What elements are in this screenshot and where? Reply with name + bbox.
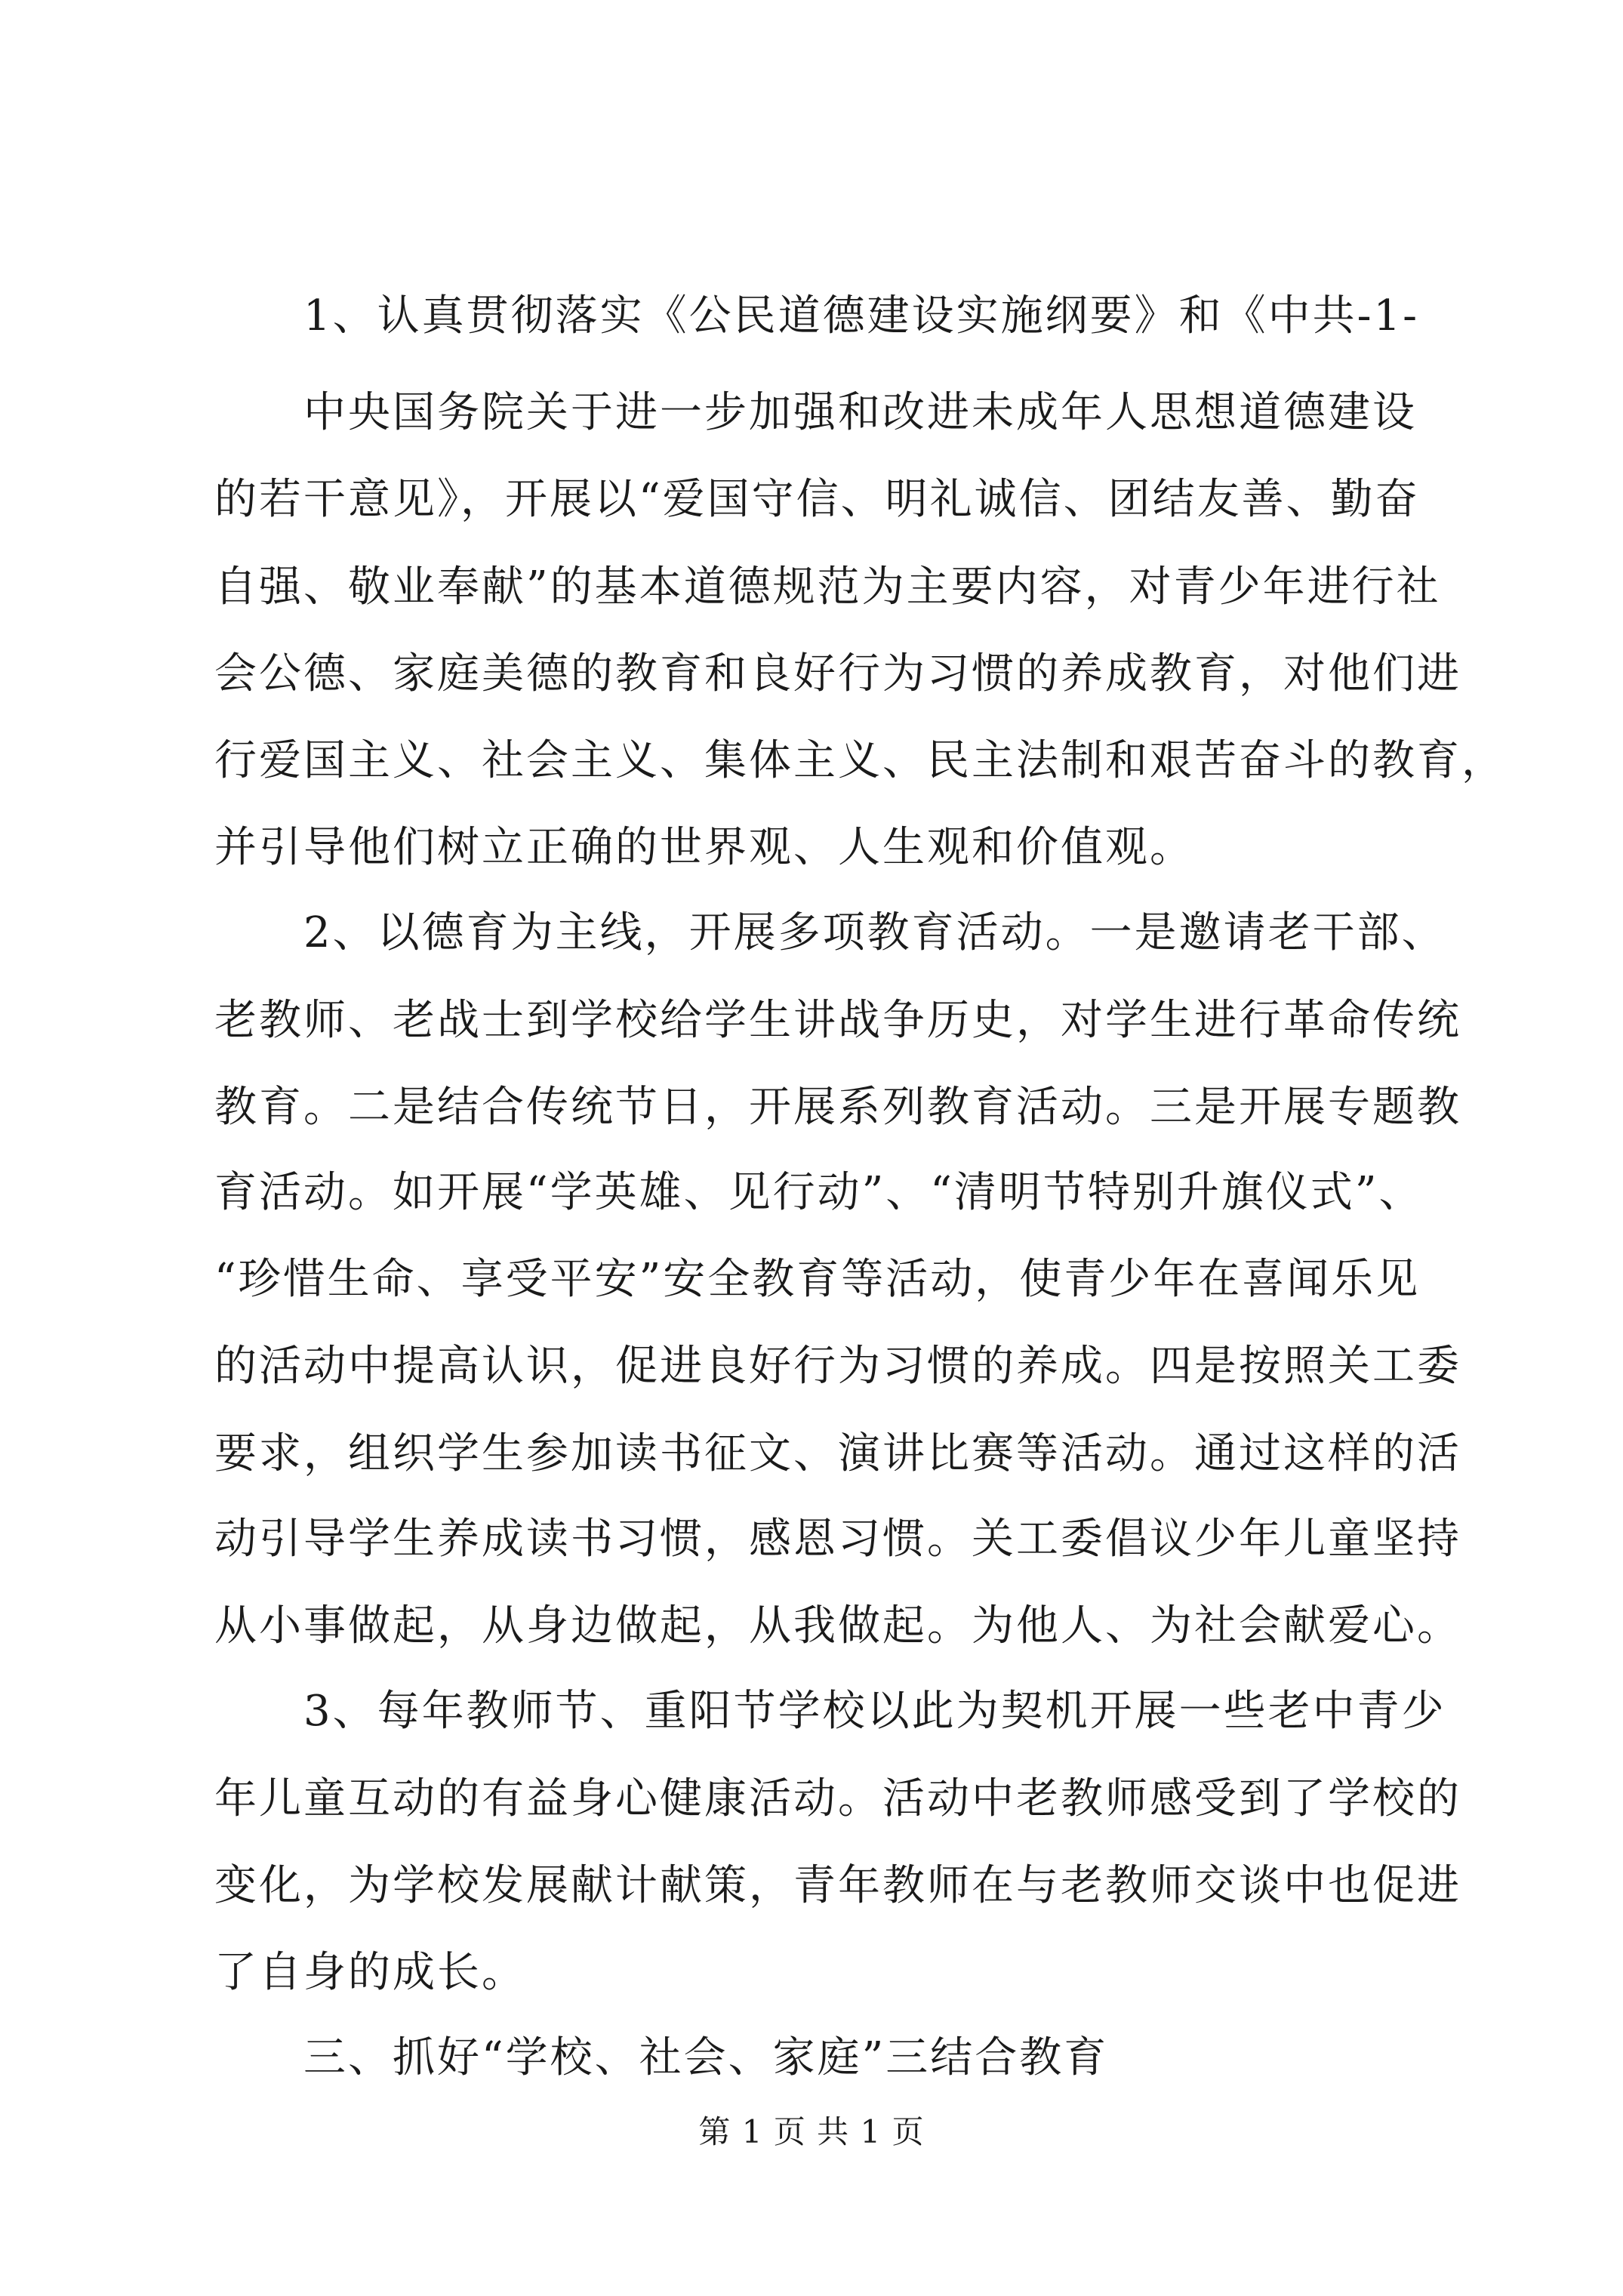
- paragraph-3-line-2: 年儿童互动的有益身心健康活动。活动中老教师感受到了学校的: [214, 1774, 1461, 1823]
- paragraph-1-line-6: 行爱国主义、社会主义、集体主义、民主法制和艰苦奋斗的教育，: [214, 736, 1506, 785]
- paragraph-2-line-6: 的活动中提高认识，促进良好行为习惯的养成。四是按照关工委: [214, 1342, 1461, 1391]
- paragraph-2-line-4: 育活动。如开展“学英雄、见行动”、“清明节特别升旗仪式”、: [214, 1168, 1424, 1217]
- paragraph-3-line-1: 3、每年教师节、重阳节学校以此为契机开展一些老中青少: [303, 1687, 1446, 1736]
- paragraph-1-line-5: 会公德、家庭美德的教育和良好行为习惯的养成教育，对他们进: [214, 649, 1461, 698]
- paragraph-1-line-4: 自强、敬业奉献”的基本道德规范为主要内容，对青少年进行社: [214, 562, 1441, 612]
- paragraph-1-line-3: 的若干意见》，开展以“爱国守信、明礼诚信、团结友善、勤奋: [214, 475, 1420, 524]
- paragraph-2-line-9: 从小事做起，从身边做起，从我做起。为他人、为社会献爱心。: [214, 1601, 1461, 1650]
- paragraph-1-line-2: 中央国务院关于进一步加强和改进未成年人思想道德建设: [303, 388, 1417, 437]
- paragraph-2-line-5: “珍惜生命、享受平安”安全教育等活动，使青少年在喜闻乐见: [214, 1255, 1421, 1304]
- paragraph-2-line-2: 老教师、老战士到学校给学生讲战争历史，对学生进行革命传统: [214, 996, 1461, 1045]
- paragraph-1-line-1: 1、认真贯彻落实《公民道德建设实施纲要》和《中共-1-: [303, 291, 1420, 341]
- paragraph-2-line-1: 2、以德育为主线，开展多项教育活动。一是邀请老干部、: [303, 908, 1446, 957]
- paragraph-1-line-7: 并引导他们树立正确的世界观、人生观和价值观。: [214, 823, 1194, 872]
- paragraph-3-line-4: 了自身的成长。: [214, 1948, 526, 1997]
- paragraph-3-line-3: 变化，为学校发展献计献策，青年教师在与老教师交谈中也促进: [214, 1861, 1461, 1910]
- paragraph-2-line-3: 教育。二是结合传统节日，开展系列教育活动。三是开展专题教: [214, 1083, 1461, 1132]
- page-footer: 第 1 页 共 1 页: [698, 2113, 925, 2150]
- paragraph-2-line-7: 要求，组织学生参加读书征文、演讲比赛等活动。通过这样的活: [214, 1429, 1461, 1478]
- section-heading: 三、抓好“学校、社会、家庭”三结合教育: [303, 2033, 1109, 2082]
- paragraph-2-line-8: 动引导学生养成读书习惯，感恩习惯。关工委倡议少年儿童坚持: [214, 1515, 1461, 1564]
